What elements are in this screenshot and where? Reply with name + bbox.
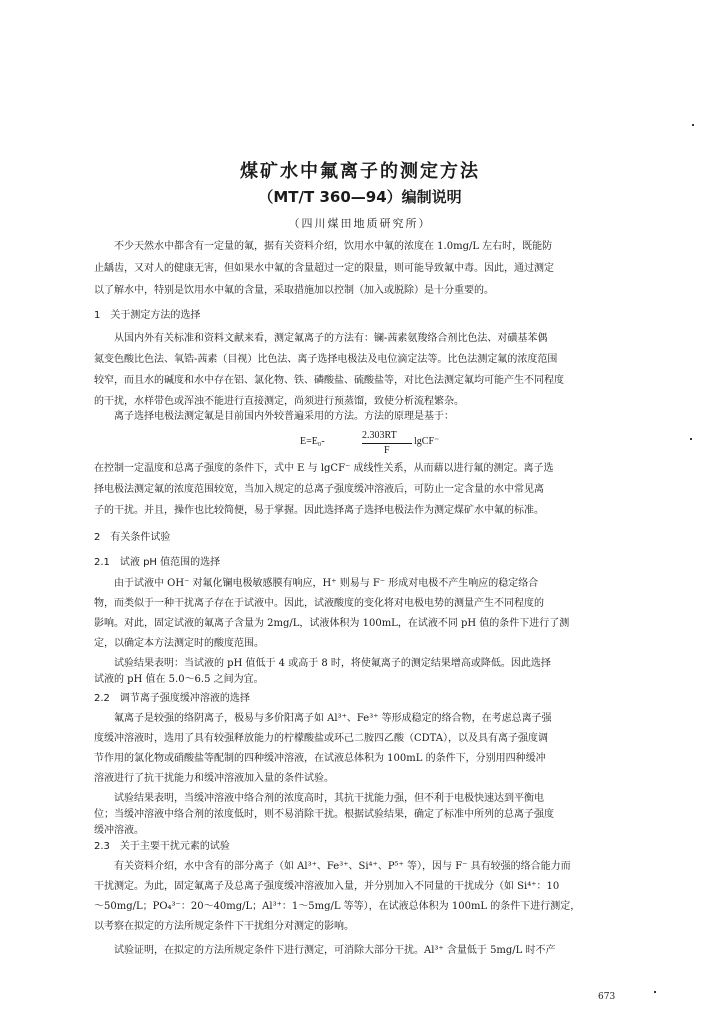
section-1-heading: 1 关于测定方法的选择: [94, 310, 201, 321]
body-line: 氟离子是较强的络阴离子，极易与多价阳离子如 Al³⁺、Fe³⁺ 等形成稳定的络合物，在考虑总离子强: [114, 713, 552, 724]
body-line: 物，而类似于一种干扰离子存在于试液中。因此，试液酸度的变化将对电极电势的测量产生不同程度的: [94, 598, 544, 609]
page-subtitle: （MT/T 360—94）编制说明: [258, 188, 462, 206]
body-line: 定，以确定本方法测定时的酸度范围。: [94, 638, 264, 649]
body-line: 由于试液中 OH⁻ 对氟化镧电极敏感膜有响应，H⁺ 则易与 F⁻ 形成对电极不产生响应的稳定络合: [114, 578, 539, 589]
body-line: 试液的 pH 值在 5.0～6.5 之间为宜。: [94, 674, 264, 685]
intro-line: 不少天然水中都含有一定量的氟，据有关资料介绍，饮用水中氟的浓度在 1.0mg/L 左右时，既能防: [114, 241, 553, 252]
scan-speck: [654, 991, 656, 993]
body-line: 位；当缓冲溶液中络合剂的浓度低时，则不易消除干扰。根据试验结果，确定了标准中所列的总离子强度: [94, 809, 554, 820]
formula-rhs: lgCF⁻: [414, 436, 440, 447]
nernst-equation: [300, 428, 470, 462]
body-line: 试验证明，在拟定的方法所规定条件下进行测定，可消除大部分干扰。Al³⁺ 含量低于 5mg/L 时不产: [114, 945, 556, 956]
page-title: 煤矿水中氟离子的测定方法: [240, 161, 480, 182]
affiliation: （四川煤田地质研究所）: [288, 217, 432, 230]
body-line: 度缓冲溶液时，选用了具有较强释放能力的柠檬酸盐或环己二胺四乙酸（CDTA），以及具有离子强度调: [94, 733, 549, 744]
body-line: 干扰测定。为此，固定氟离子及总离子强度缓冲溶液加入量，并分别加入不同量的干扰成分（如 Si⁴⁺：10: [94, 881, 560, 892]
subsection-2-3-heading: 2.3 关于主要干扰元素的试验: [94, 841, 230, 852]
scan-speck: [690, 438, 692, 440]
body-line: 试验结果表明，当缓冲溶液中络合剂的浓度高时，其抗干扰能力强，但不利于电极快速达到平衡电: [114, 793, 544, 804]
intro-line: 以了解水中，特别是饮用水中氟的含量，采取措施加以控制（加入或脱除）是十分重要的。: [94, 285, 494, 296]
body-line: 缓冲溶液。: [94, 825, 144, 836]
subsection-2-2-heading: 2.2 调节离子强度缓冲溶液的选择: [94, 693, 250, 704]
formula-lhs: E=E₀-: [300, 436, 325, 447]
body-line: 离子选择电极法测定氟是目前国内外较普遍采用的方法。方法的原理是基于：: [114, 411, 454, 422]
body-line: 从国内外有关标准和资料文献来看，测定氟离子的方法有：镧-茜素氨羧络合剂比色法、对磺基苯偶: [114, 333, 548, 344]
section-2-heading: 2 有关条件试验: [94, 532, 171, 543]
body-line: 试验结果表明：当试液的 pH 值低于 4 或高于 8 时，将使氟离子的测定结果增高或降低。因此选择: [114, 658, 551, 669]
body-line: 以考察在拟定的方法所规定条件下干扰组分对测定的影响。: [94, 921, 354, 932]
body-line: 有关资料介绍，水中含有的部分离子（如 Al³⁺、Fe³⁺、Si⁴⁺、P⁵⁺ 等），因与 F⁻ 具有较强的络合能力而: [114, 861, 571, 872]
page-number: 673: [598, 992, 616, 1002]
formula-numerator: 2.303RT: [362, 430, 397, 441]
body-line: 氮变色酸比色法、氧锆-茜素（目视）比色法、离子选择电极法及电位滴定法等。比色法测定氟的浓度范围: [94, 354, 558, 365]
fraction-bar: [362, 443, 412, 444]
body-line: 子的干扰。并且，操作也比较简便，易于掌握。因此选择离子选择电极法作为测定煤矿水中氟的标准。: [94, 505, 544, 516]
body-line: ～50mg/L；PO₄³⁻：20～40mg/L；Al³⁺：1～5mg/L 等等），在试液总体积为 100mL 的条件下进行测定，: [94, 901, 581, 912]
body-line: 节作用的氯化物或硝酸盐等配制的四种缓冲溶液，在试液总体积为 100mL 的条件下，分别用四种缓冲: [94, 753, 546, 764]
body-line: 较窄，而且水的碱度和水中存在铝、氯化物、铁、磷酸盐、硫酸盐等，对比色法测定氟均可能产生不同程度: [94, 375, 564, 386]
subsection-2-1-heading: 2.1 试液 pH 值范围的选择: [94, 557, 221, 568]
intro-line: 止龋齿，又对人的健康无害，但如果水中氟的含量超过一定的限量，则可能导致氟中毒。因此，通过测定: [94, 263, 554, 274]
scan-speck: [692, 124, 694, 126]
body-line: 在控制一定温度和总离子强度的条件下，式中 E 与 lgCF⁻ 成线性关系，从而藉以进行氟的测定。离子选: [94, 463, 554, 474]
body-line: 影响。对此，固定试液的氟离子含量为 2mg/L，试液体积为 100mL，在试液不同 pH 值的条件下进行了测: [94, 618, 570, 629]
body-line: 溶液进行了抗干扰能力和缓冲溶液加入量的条件试验。: [94, 773, 334, 784]
body-line: 择电极法测定氟的浓度范围较宽，当加入规定的总离子强度缓冲溶液后，可防止一定含量的水中常见离: [94, 484, 544, 495]
body-line: 的干扰，水样带色或浑浊不能进行直接测定，尚须进行预蒸馏，致使分析流程繁杂。: [94, 396, 464, 407]
formula-denominator: F: [384, 445, 390, 456]
